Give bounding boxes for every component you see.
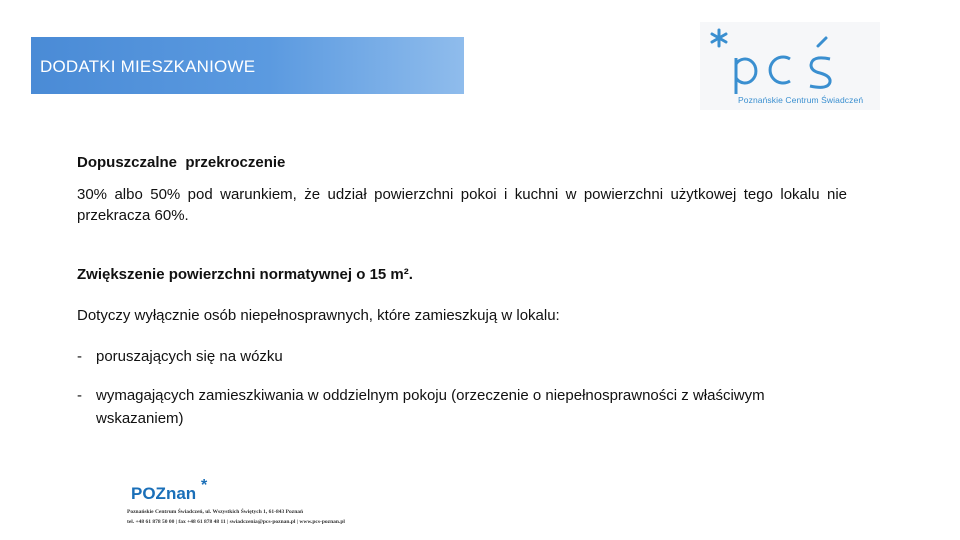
section2-intro: Dotyczy wyłącznie osób niepełnosprawnych, które zamieszkują w lokalu:	[77, 307, 560, 324]
section1-text: 30% albo 50% pod warunkiem, że udział powierzchni pokoi i kuchni w powierzchni użytkowej tego lokalu nie przekracza 60%.	[77, 186, 847, 224]
section1-heading: Dopuszczalne przekroczenie	[77, 154, 286, 171]
accent-mark	[818, 38, 826, 46]
bullet-marker: -	[77, 387, 82, 404]
asterisk-icon	[712, 30, 726, 46]
letter-s-shape	[810, 58, 830, 87]
list-item-text: poruszających się na wózku	[96, 348, 283, 365]
poznan-star-icon: *	[201, 478, 208, 494]
poznan-logo	[131, 478, 221, 504]
list-item	[77, 345, 837, 368]
footer-line-2: tel. +48 61 878 50 00 | fax +48 61 878 48 11 | swiadczenia@pcs-poznan.pl | www.pcs-poznan.pl	[127, 519, 345, 525]
poznan-logo-mark	[131, 478, 221, 504]
pcs-tagline: Poznańskie Centrum Świadczeń	[738, 95, 864, 105]
letter-p-shape	[736, 58, 756, 94]
footer	[127, 507, 345, 527]
page-title: DODATKI MIESZKANIOWE	[40, 57, 256, 76]
pcs-logo	[700, 22, 880, 110]
bullet-marker: -	[77, 348, 82, 365]
poznan-logo-text: POZnan	[131, 484, 197, 503]
footer-line-1: Poznańskie Centrum Świadczeń, ul. Wszystkich Świętych 1, 61-843 Poznań	[127, 509, 304, 515]
list-item	[77, 384, 837, 430]
list-item-text: wymagających zamieszkiwania w oddzielnym pokoju (orzeczenie o niepełnosprawności z właściwym wskazaniem)	[96, 387, 765, 427]
section2-heading: Zwiększenie powierzchni normatywnej o 15 m².	[77, 266, 413, 283]
title-bar	[31, 37, 464, 94]
letter-c-shape	[770, 57, 790, 83]
